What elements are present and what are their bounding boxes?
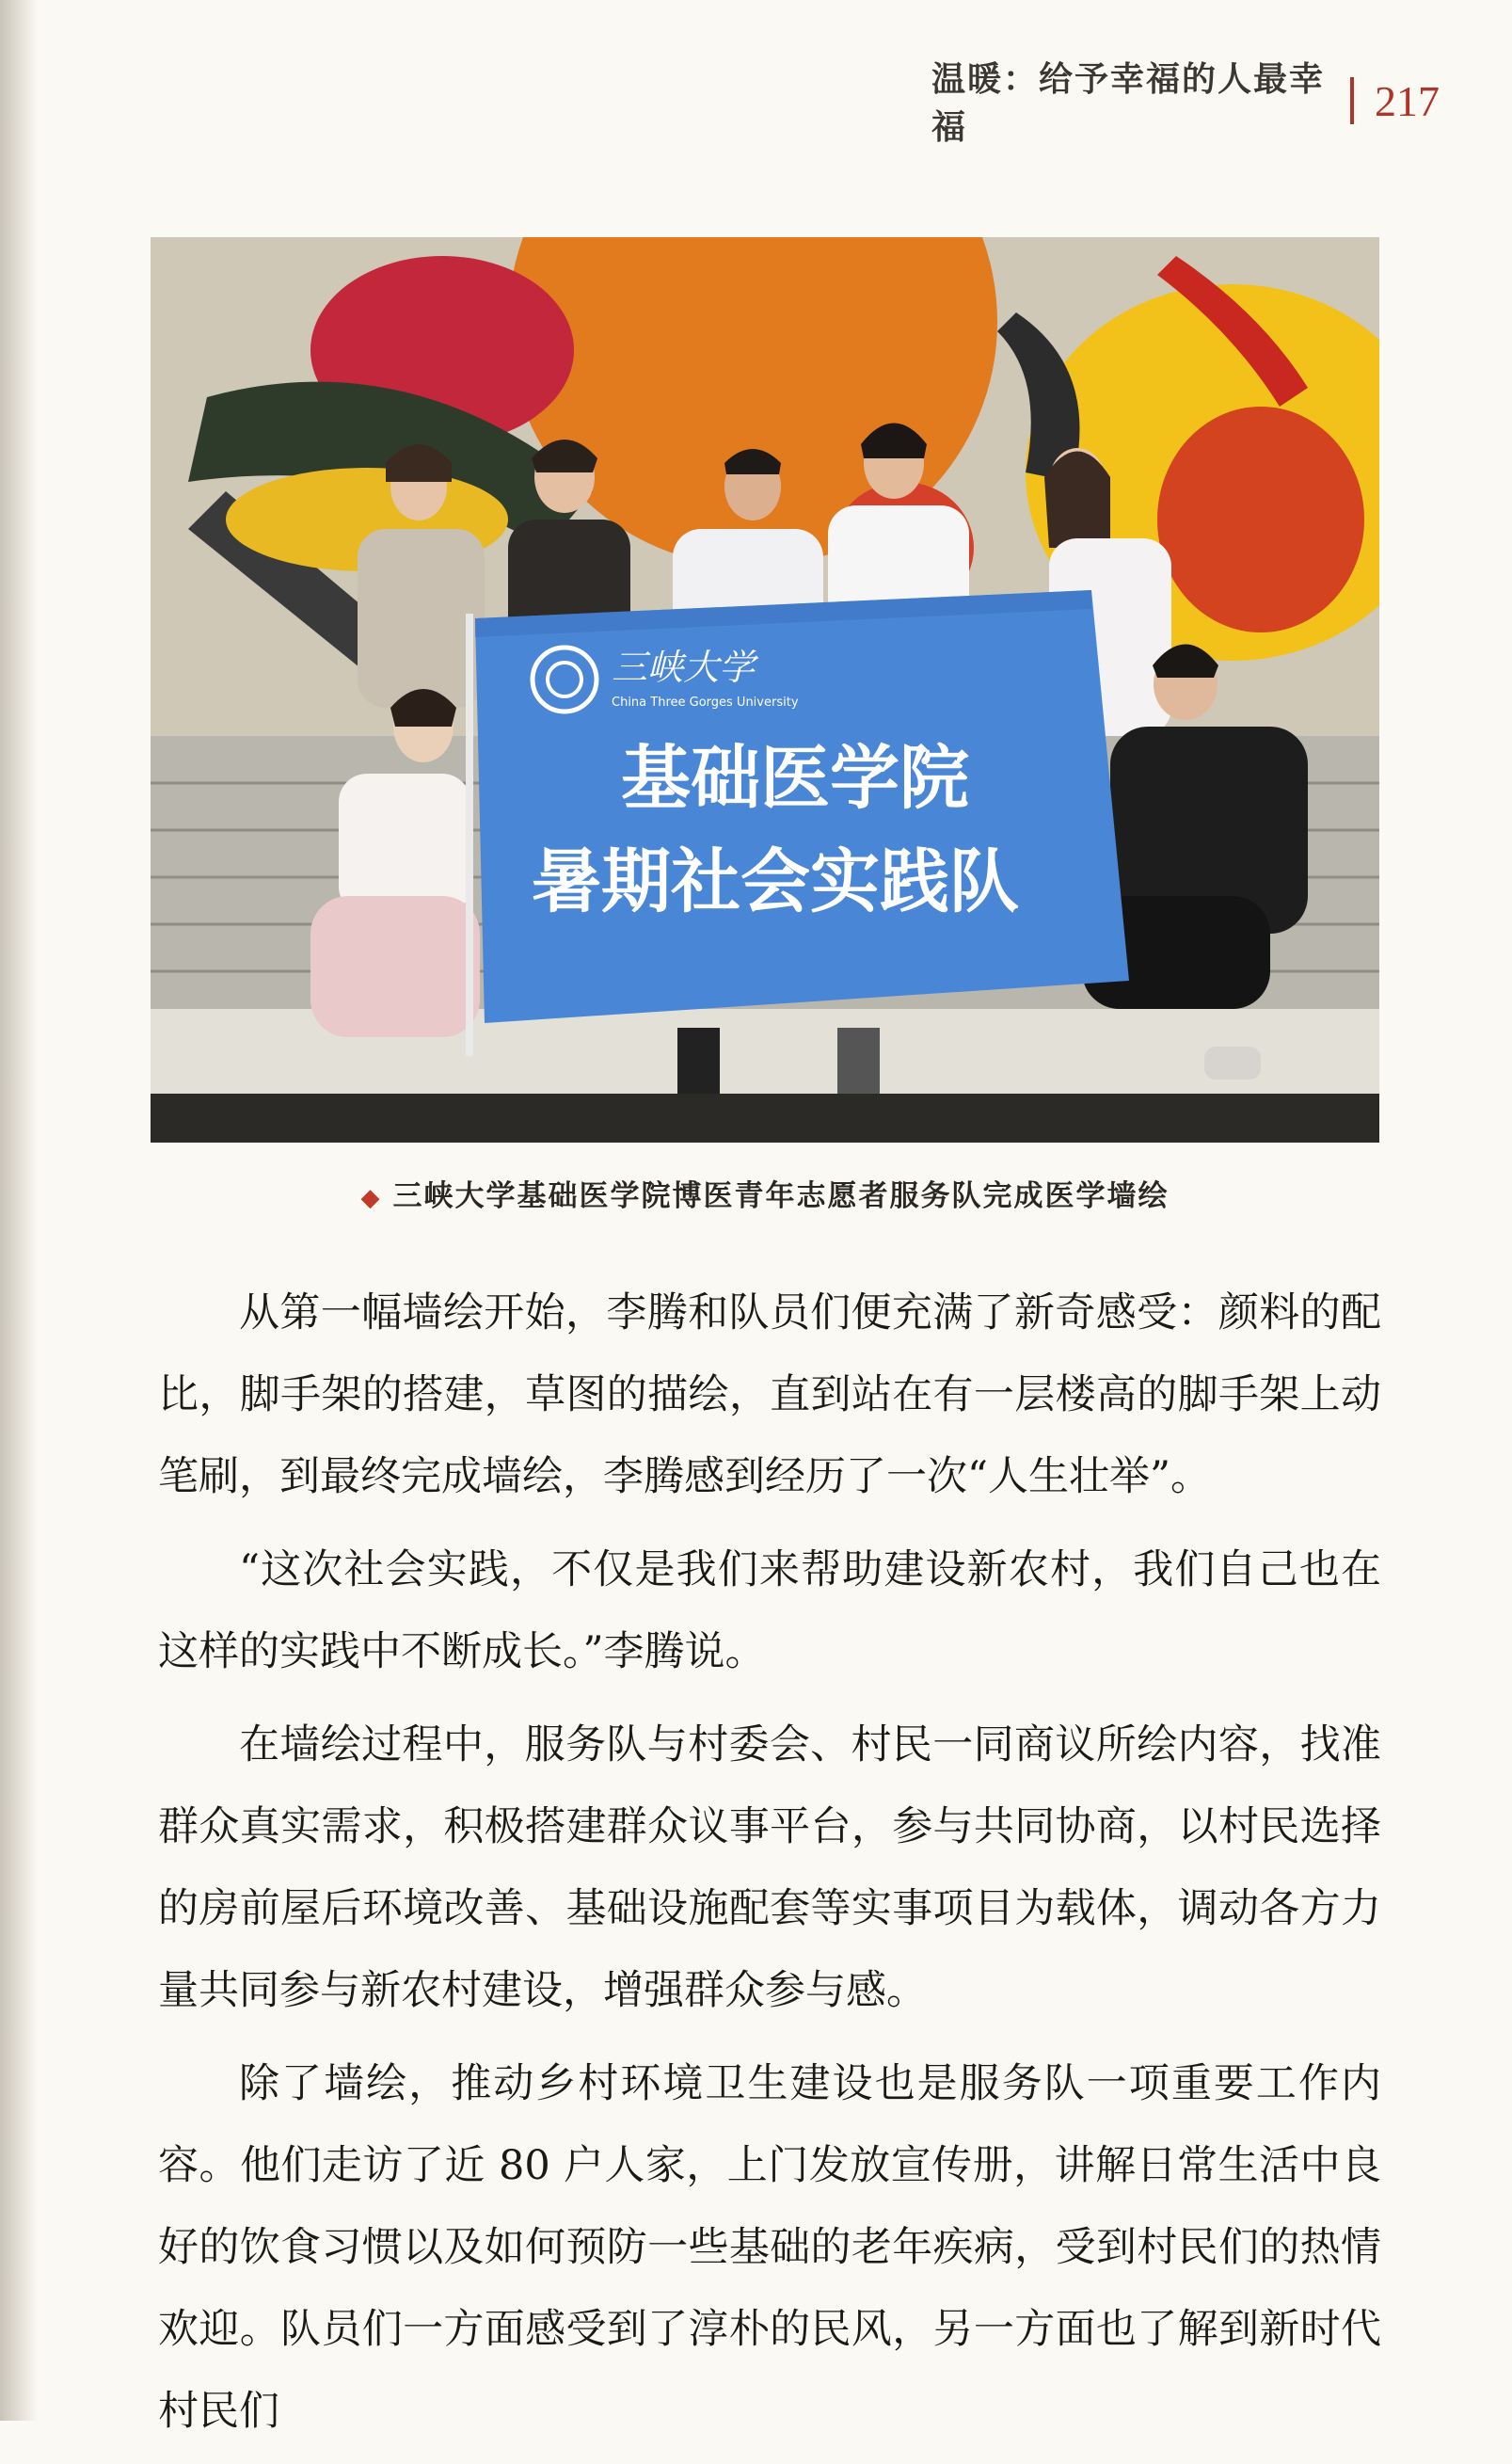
page-header: [931, 60, 1440, 147]
group-photo: [151, 237, 1379, 1143]
banner-line-2: 暑期社会实践队: [532, 841, 1019, 922]
page-number: 217: [1375, 76, 1440, 125]
photo-caption: [151, 1172, 1379, 1214]
page-binding-shadow: [0, 0, 38, 2421]
banner-university-english: China Three Gorges University: [612, 696, 799, 710]
caption-bullet-icon: ◆: [360, 1184, 382, 1212]
body-text: [158, 1272, 1381, 2464]
running-title: 温暖：给予幸福的人最幸福: [931, 60, 1326, 147]
banner-university-name: 三峡大学: [612, 647, 756, 688]
paragraph-4: 除了墙绘，推动乡村环境卫生建设也是服务队一项重要工作内容。他们走访了近 80 户人家，上门发放宣传册，讲解日常生活中良好的饮食习惯以及如何预防一些基础的老年疾病，受到村民们的热情欢迎。队员们一方面感受到了淳朴的民风，另一方面也了解到新时代村民们: [158, 2060, 1381, 2435]
caption-text: 三峡大学基础医学院博医青年志愿者服务队完成医学墙绘: [392, 1179, 1170, 1213]
paragraph-3: 在墙绘过程中，服务队与村委会、村民一同商议所绘内容，找准群众真实需求，积极搭建群众议事平台，参与共同协商，以村民选择的房前屋后环境改善、基础设施配套等实事项目为载体，调动各方力量共同参与新农村建设，增强群众参与感。: [158, 1721, 1381, 2014]
paragraph-2: “这次社会实践，不仅是我们来帮助建设新农村，我们自己也在这样的实践中不断成长。”李腾说。: [158, 1546, 1381, 1675]
header-divider: [1350, 77, 1354, 124]
paragraph-1: 从第一幅墙绘开始，李腾和队员们便充满了新奇感受：颜料的配比，脚手架的搭建，草图的描绘，直到站在有一层楼高的脚手架上动笔刷，到最终完成墙绘，李腾感到经历了一次“人生壮举”。: [158, 1289, 1381, 1500]
banner-line-1: 基础医学院: [621, 738, 969, 819]
